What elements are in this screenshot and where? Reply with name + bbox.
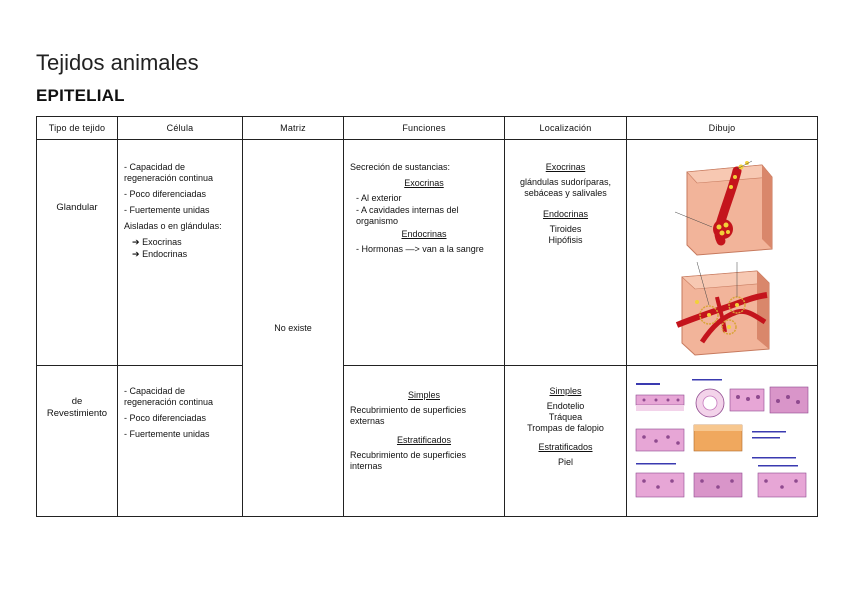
loc-exo-text: glándulas sudoríparas, sebáceas y salivales [519,177,612,198]
list-item: - A cavidades internas del organismo [356,205,459,226]
funciones-intro: Secreción de sustancias: [350,162,451,172]
page-title: Tejidos animales [36,50,199,75]
section-heading: EPITELIAL [36,86,125,105]
table-row-revestimiento [37,366,818,517]
celula-glandular-list [124,162,236,216]
funciones-simples-title: Simples [407,390,440,400]
cell-matriz [243,140,344,517]
epithelium-types-illustration [632,377,812,505]
funciones-exo-title: Exocrinas [404,178,444,188]
loc-simples-item: Tráquea [548,412,583,422]
gland-type-list [132,237,236,260]
list-item: - Poco diferenciadas [124,413,207,423]
funciones-simples-text: Recubrimiento de superficies externas [350,405,467,426]
loc-endo-item: Tiroides [549,224,582,234]
tipo-revestimiento-line2: Revestimiento [46,408,108,419]
header-dibujo: Dibujo [627,117,818,140]
cell-funciones-glandular [344,140,505,366]
funciones-estrat-text: Recubrimiento de superficies internas [350,450,467,471]
exocrine-gland-illustration [667,157,777,257]
list-item: - Hormonas —> van a la sangre [356,244,484,254]
funciones-endo-list [356,244,498,255]
list-item: - Fuertemente unidas [124,205,210,215]
cell-funciones-revestimiento [344,366,505,517]
loc-estrat-item: Piel [557,457,573,467]
list-item: ➔ Endocrinas [132,249,188,259]
table-row-glandular [37,140,818,366]
header-celula: Célula [118,117,243,140]
cell-tipo-revestimiento [37,366,118,517]
table-header-row [37,117,818,140]
funciones-estrat-title: Estratificados [396,435,452,445]
cell-localizacion-revestimiento [505,366,627,517]
tissue-table [36,116,818,517]
cell-localizacion-glandular [505,140,627,366]
cell-celula-glandular [118,140,243,366]
list-item: - Al exterior [356,193,402,203]
arrow-icon: ➔ [132,237,140,247]
tipo-revestimiento-line1: de [71,396,83,407]
header-tipo: Tipo de tejido [37,117,118,140]
tipo-glandular-label: Glandular [56,202,98,213]
list-item: - Capacidad de regeneración continua [124,386,214,407]
funciones-endo-title: Endocrinas [401,229,447,239]
loc-simples-item: Trompas de falopio [527,423,604,433]
loc-endo-item: Hipófisis [548,235,583,245]
loc-exo-title: Exocrinas [545,162,586,172]
loc-simples-title: Simples [549,386,582,396]
cell-tipo-glandular [37,140,118,366]
endocrine-gland-illustration [667,257,777,357]
list-item: - Capacidad de regeneración continua [124,162,214,183]
header-funciones: Funciones [344,117,505,140]
cell-dibujo-revestimiento [627,366,818,517]
cell-celula-revestimiento [118,366,243,517]
list-item: - Poco diferenciadas [124,189,207,199]
header-matriz: Matriz [243,117,344,140]
loc-endo-title: Endocrinas [542,209,589,219]
aisladas-text: Aisladas o en glándulas: [124,221,222,231]
matriz-text: No existe [274,323,312,333]
arrow-icon: ➔ [132,249,140,259]
loc-estrat-title: Estratificados [538,442,593,452]
list-item: - Fuertemente unidas [124,429,210,439]
celula-revestimiento-list [124,386,236,440]
header-localizacion: Localización [505,117,627,140]
funciones-exo-list [356,193,498,227]
list-item: ➔ Exocrinas [132,237,182,247]
loc-simples-item: Endotelio [546,401,585,411]
cell-dibujo-glandular [627,140,818,366]
